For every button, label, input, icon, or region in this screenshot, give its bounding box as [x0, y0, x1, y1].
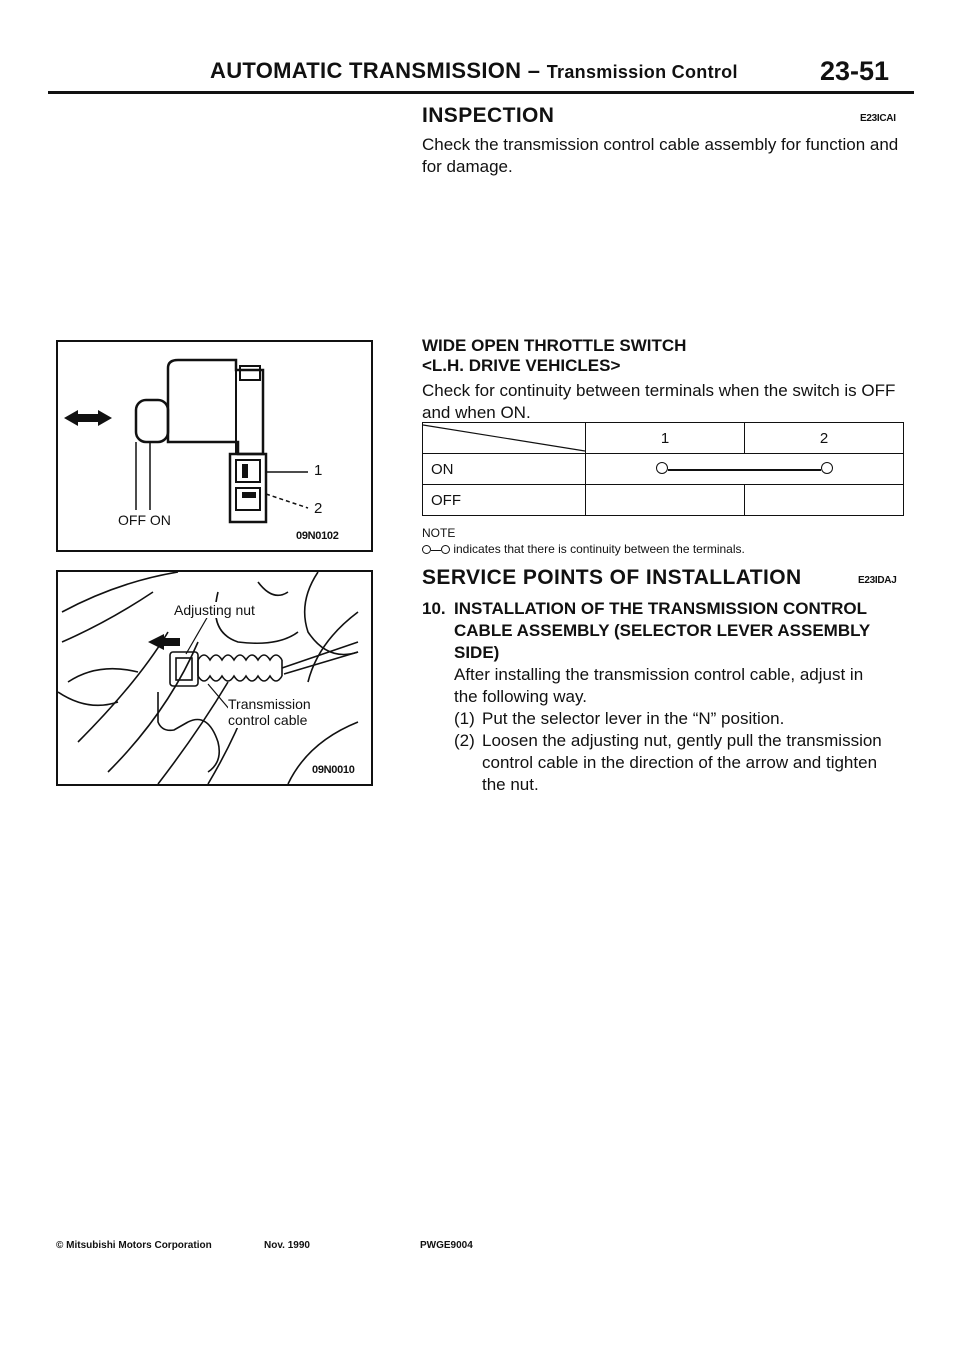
- header-title-dash: –: [527, 58, 541, 83]
- wot-heading: [422, 336, 686, 376]
- terminal-1-label: 1: [314, 462, 323, 479]
- item-title-line3: SIDE): [454, 643, 500, 662]
- step-2-line1: Loosen the adjusting nut, gently pull the transmission: [482, 731, 882, 750]
- row-label-off: OFF: [423, 485, 586, 516]
- adjusting-nut-label: Adjusting nut: [174, 602, 255, 618]
- item-title-line2: CABLE ASSEMBLY (SELECTOR LEVER ASSEMBLY: [454, 621, 871, 640]
- pull-arrow-icon: [148, 634, 180, 650]
- item-title-line1: INSTALLATION OF THE TRANSMISSION CONTROL: [454, 599, 868, 618]
- step-2-line3: the nut.: [482, 775, 539, 794]
- step-2-text: [482, 730, 912, 796]
- terminal-1-circle-icon: [656, 462, 668, 474]
- off-on-label: OFF ON: [118, 512, 171, 528]
- note-line: [422, 542, 745, 556]
- header-title-sub: Transmission Control: [546, 62, 738, 82]
- header-title-main: AUTOMATIC TRANSMISSION: [210, 58, 522, 83]
- item-number: 10.: [422, 599, 446, 618]
- cable-label-line1: Transmission: [228, 696, 311, 712]
- wot-text: Check for continuity between terminals when the switch is OFF and when ON.: [422, 381, 896, 422]
- row-label-on: ON: [423, 454, 586, 485]
- item-title: [454, 598, 910, 664]
- figure2-code: 09N0010: [312, 764, 355, 776]
- table-col-1: 1: [586, 423, 745, 454]
- footer-copyright: © Mitsubishi Motors Corporation: [56, 1240, 212, 1251]
- empty-cell: [745, 485, 904, 516]
- note-text: indicates that there is continuity between the terminals.: [453, 542, 745, 556]
- header-rule: [48, 91, 914, 94]
- table-header-row: [423, 423, 904, 454]
- terminal-2-circle-icon: [821, 462, 833, 474]
- cable-label-line2: control cable: [228, 712, 308, 728]
- note-label: NOTE: [422, 526, 456, 540]
- continuity-table: [422, 422, 904, 516]
- double-arrow-icon: [64, 410, 112, 426]
- terminal-2-label: 2: [314, 500, 323, 517]
- table-col-2: 2: [745, 423, 904, 454]
- table-row: [423, 485, 904, 516]
- intro-text: [454, 664, 910, 708]
- empty-cell: [586, 485, 745, 516]
- continuity-line: [668, 469, 821, 471]
- switch-figure: [56, 340, 373, 552]
- cable-label: [228, 696, 311, 728]
- figure1-code: 09N0102: [296, 530, 339, 542]
- intro-line2: the following way.: [454, 687, 587, 706]
- wot-heading-line2: <L.H. DRIVE VEHICLES>: [422, 356, 621, 375]
- step-1-number: (1): [454, 709, 475, 728]
- table-corner-cell: [423, 423, 586, 454]
- wot-heading-line1: WIDE OPEN THROTTLE SWITCH: [422, 336, 687, 355]
- inspection-heading: INSPECTION: [422, 104, 555, 127]
- table-row: [423, 454, 904, 485]
- continuity-cell-on: [586, 454, 904, 485]
- continuity-symbol-icon: [422, 545, 450, 555]
- inspection-text: Check the transmission control cable assembly for function and for damage.: [422, 135, 899, 176]
- footer-date: Nov. 1990: [264, 1240, 310, 1251]
- diagonal-slash: [423, 423, 585, 453]
- step-1-text: Put the selector lever in the “N” position.: [482, 709, 785, 728]
- cable-figure: [56, 570, 373, 786]
- footer-doc-code: PWGE9004: [420, 1240, 473, 1251]
- switch-body: [168, 360, 263, 454]
- step-2-number: (2): [454, 731, 475, 750]
- page-header-title: [210, 58, 738, 84]
- service-points-code: E23IDAJ: [858, 575, 897, 586]
- intro-line1: After installing the transmission control cable, adjust in: [454, 665, 864, 684]
- switch-diagram: [58, 342, 371, 550]
- switch-plunger: [136, 400, 168, 442]
- page-number: 23-51: [820, 56, 890, 86]
- inspection-code: E23ICAI: [860, 113, 896, 124]
- service-points-heading: SERVICE POINTS OF INSTALLATION: [422, 566, 802, 589]
- step-2-line2: control cable in the direction of the arrow and tighten: [482, 753, 878, 772]
